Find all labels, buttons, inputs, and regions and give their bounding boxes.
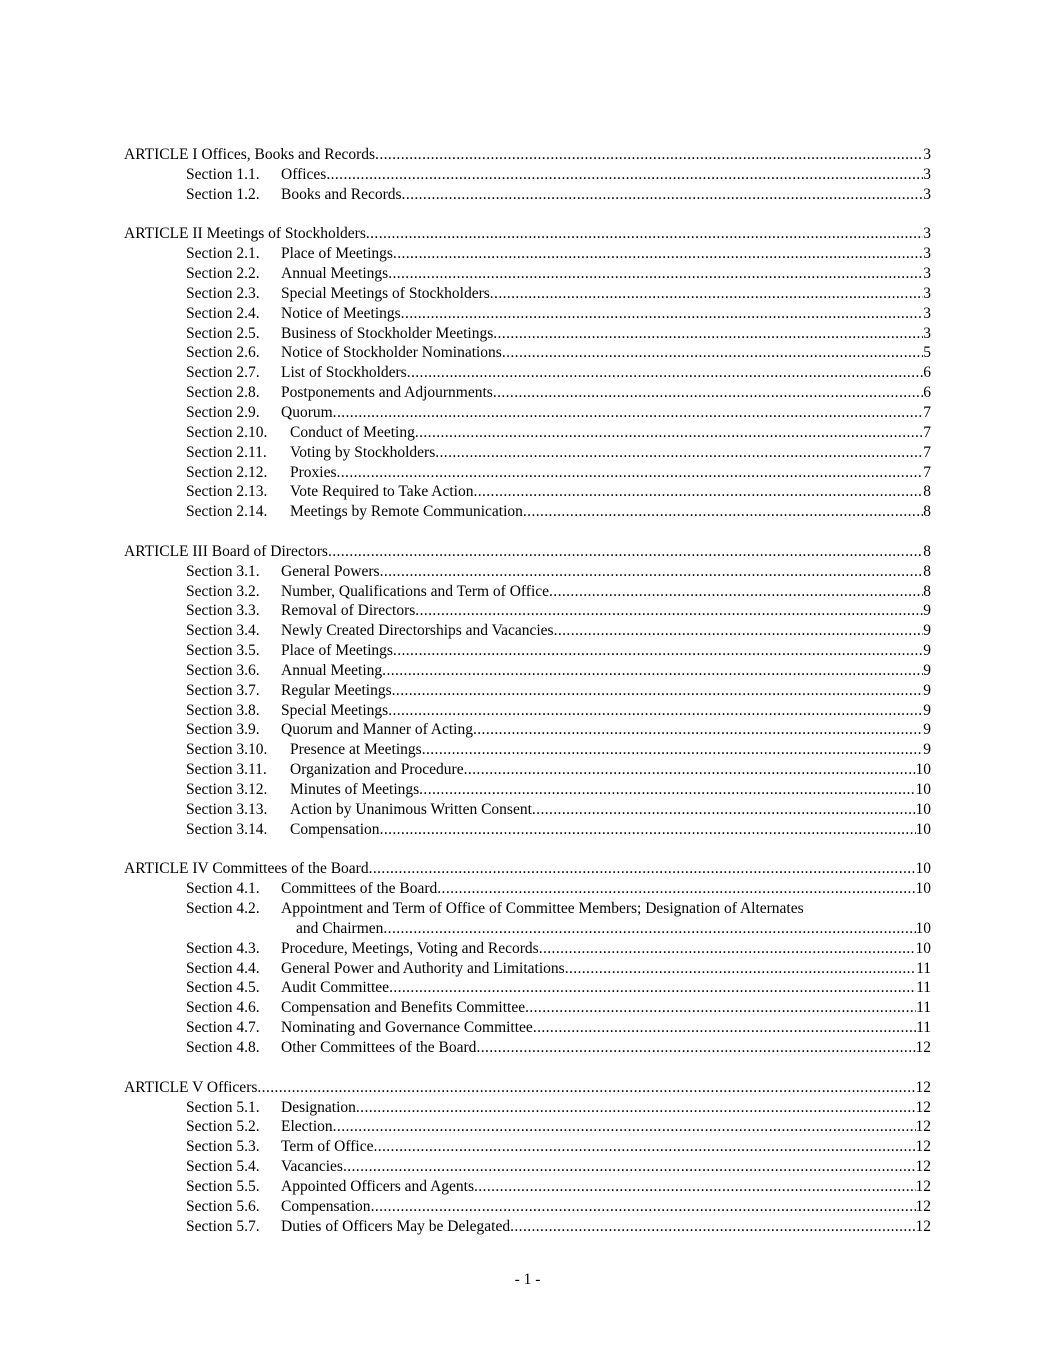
dot-leader [388, 264, 923, 284]
dot-leader [510, 1217, 915, 1237]
toc-section-entry[interactable] [124, 284, 931, 304]
toc-section-entry[interactable] [124, 343, 931, 363]
toc-article-block [124, 224, 931, 522]
section-title: Compensation [290, 820, 380, 838]
section-number: Section 2.11. [186, 443, 267, 461]
section-title: Duties of Officers May be Delegated [281, 1217, 511, 1235]
page-ref: 9 [923, 602, 931, 620]
section-title: Removal of Directors [281, 602, 416, 620]
dot-leader [419, 780, 915, 800]
section-number: Section 2.6. [186, 344, 260, 362]
dot-leader [539, 939, 916, 959]
toc-section-entry[interactable] [124, 601, 931, 621]
section-title: Presence at Meetings [290, 741, 422, 759]
page-ref: 3 [923, 265, 931, 283]
page-ref: 7 [923, 423, 931, 441]
dot-leader [565, 959, 916, 979]
dot-leader [257, 1078, 915, 1098]
dot-leader [388, 701, 923, 721]
toc-section-entry[interactable] [124, 978, 931, 998]
toc-article-entry[interactable] [124, 145, 931, 165]
toc-section-entry[interactable] [124, 959, 931, 979]
toc-section-entry[interactable] [124, 641, 931, 661]
section-number: Section 4.4. [186, 959, 260, 977]
page-ref: 7 [923, 463, 931, 481]
section-number: Section 2.14. [186, 503, 268, 521]
section-title: Committees of the Board [281, 880, 438, 898]
section-number: Section 3.14. [186, 820, 268, 838]
page-ref: 12 [915, 1038, 931, 1056]
dot-leader [343, 1157, 916, 1177]
section-number: Section 3.7. [186, 681, 260, 699]
section-number: Section 4.7. [186, 1019, 260, 1037]
section-title: Business of Stockholder Meetings [281, 324, 494, 342]
dot-leader [328, 542, 923, 562]
toc-section-entry[interactable] [124, 165, 931, 185]
dot-leader [525, 998, 916, 1018]
page-ref: 8 [923, 503, 931, 521]
toc-section-entry[interactable] [124, 820, 931, 840]
toc-section-entry[interactable] [124, 562, 931, 582]
toc-section-entry[interactable] [124, 582, 931, 602]
page-ref: 6 [923, 384, 931, 402]
section-title: Notice of Stockholder Nominations [281, 344, 502, 362]
page-ref: 10 [915, 880, 931, 898]
page-ref: 3 [923, 165, 931, 183]
toc-section-entry[interactable] [124, 720, 931, 740]
section-title: Annual Meeting [281, 661, 383, 679]
page-ref: 10 [915, 761, 931, 779]
page-ref: 3 [923, 245, 931, 263]
toc-section-entry[interactable] [124, 403, 931, 423]
toc-section-entry[interactable] [124, 1117, 931, 1137]
toc-section-entry[interactable] [124, 502, 931, 522]
toc-section-entry[interactable] [124, 423, 931, 443]
section-title: Compensation [281, 1197, 371, 1215]
section-number: Section 2.8. [186, 384, 260, 402]
section-number: Section 2.3. [186, 284, 260, 302]
page-ref: 9 [923, 622, 931, 640]
section-title: Meetings by Remote Communication [290, 503, 523, 521]
section-title: Audit Committee [281, 979, 390, 997]
page-ref: 10 [915, 781, 931, 798]
dot-leader [389, 978, 916, 998]
table-of-contents [124, 145, 931, 1256]
toc-section-entry[interactable] [124, 304, 931, 324]
page-ref: 12 [915, 1217, 931, 1235]
section-number: Section 2.9. [186, 403, 260, 421]
page-ref: 12 [915, 1158, 931, 1176]
page-number-footer: - 1 - [514, 1271, 541, 1288]
article-title: ARTICLE IV Committees of the Board [124, 860, 369, 878]
page-ref: 9 [923, 681, 931, 699]
dot-leader [422, 740, 923, 760]
section-title: Postponements and Adjournments [281, 384, 493, 402]
toc-section-entry[interactable] [124, 1018, 931, 1038]
section-title: Action by Unanimous Written Consent [290, 800, 532, 818]
section-number: Section 2.2. [186, 265, 260, 283]
page-ref: 10 [915, 800, 931, 818]
dot-leader [401, 304, 923, 324]
section-title: Organization and Procedure [290, 761, 464, 779]
section-number: Section 2.4. [186, 304, 260, 322]
section-number: Section 4.3. [186, 939, 260, 957]
toc-section-entry[interactable] [124, 998, 931, 1018]
section-title: List of Stockholders [281, 364, 407, 382]
section-number: Section 2.1. [186, 245, 260, 263]
section-number: Section 2.13. [186, 483, 268, 501]
section-title: Quorum [281, 403, 333, 421]
toc-article-entry[interactable] [124, 542, 931, 562]
article-title: ARTICLE V Officers [124, 1078, 258, 1096]
toc-section-entry[interactable] [124, 463, 931, 483]
toc-section-entry[interactable] [124, 1137, 931, 1157]
article-title: ARTICLE I Offices, Books and Records [124, 146, 376, 163]
section-number: Section 3.11. [186, 761, 267, 779]
toc-article-entry[interactable] [124, 1078, 931, 1098]
toc-section-entry[interactable] [124, 800, 931, 820]
dot-leader [473, 720, 923, 740]
section-title: Conduct of Meeting [290, 423, 415, 441]
toc-section-entry[interactable] [124, 1197, 931, 1217]
section-number: Section 3.13. [186, 800, 268, 818]
section-number: Section 3.4. [186, 622, 260, 640]
page-ref: 11 [916, 1019, 931, 1037]
toc-section-entry[interactable] [124, 482, 931, 502]
toc-section-entry[interactable] [124, 185, 931, 205]
toc-section-entry[interactable] [124, 1157, 931, 1177]
section-number: Section 2.12. [186, 463, 268, 481]
page-ref: 10 [915, 820, 931, 838]
toc-section-entry[interactable] [124, 1217, 931, 1237]
dot-leader [380, 820, 916, 840]
page-ref: 11 [916, 979, 931, 997]
page-ref: 6 [923, 364, 931, 382]
toc-article-entry[interactable] [124, 224, 931, 244]
section-number: Section 2.7. [186, 364, 260, 382]
dot-leader [476, 1038, 915, 1058]
toc-section-entry[interactable] [124, 264, 931, 284]
section-number: Section 3.9. [186, 721, 260, 739]
dot-leader [375, 145, 923, 165]
section-number: Section 5.1. [186, 1098, 260, 1116]
page-ref: 3 [923, 304, 931, 322]
section-title: Election [281, 1118, 333, 1136]
dot-leader [402, 185, 923, 205]
page-ref: 11 [916, 959, 931, 977]
section-title: Appointed Officers and Agents [281, 1177, 474, 1195]
toc-section-continuation[interactable] [124, 919, 931, 939]
dot-leader [356, 1098, 916, 1118]
page-ref: 12 [915, 1177, 931, 1195]
section-title: Appointment and Term of Office of Committee Members; Designation of Alternates [281, 900, 804, 918]
dot-leader [493, 383, 923, 403]
section-title: Place of Meetings [281, 642, 393, 660]
page-ref: 9 [923, 701, 931, 719]
dot-leader [532, 800, 916, 820]
toc-section-entry[interactable] [124, 780, 931, 800]
page-ref: 12 [915, 1197, 931, 1215]
page-ref: 10 [915, 939, 931, 957]
section-title: Vote Required to Take Action [290, 483, 474, 501]
section-title: Procedure, Meetings, Voting and Records [281, 939, 539, 957]
page-ref: 10 [915, 919, 931, 937]
dot-leader [392, 681, 923, 701]
toc-section-entry[interactable] [124, 1098, 931, 1118]
toc-section-entry[interactable] [124, 681, 931, 701]
toc-section-entry[interactable] [124, 324, 931, 344]
toc-section-entry[interactable] [124, 443, 931, 463]
dot-leader [490, 284, 923, 304]
section-title: General Power and Authority and Limitations [281, 959, 565, 977]
section-number: Section 5.2. [186, 1118, 260, 1136]
page-ref: 7 [923, 443, 931, 461]
section-number: Section 4.6. [186, 999, 260, 1017]
section-title: Other Committees of the Board [281, 1038, 477, 1056]
page-ref: 9 [923, 741, 931, 759]
section-number: Section 5.5. [186, 1177, 260, 1195]
toc-section-entry[interactable] [124, 740, 931, 760]
dot-leader [502, 343, 923, 363]
section-title: Books and Records [281, 185, 402, 203]
section-title: Annual Meetings [281, 265, 389, 283]
dot-leader [393, 244, 923, 264]
section-title: Regular Meetings [281, 681, 392, 699]
section-number: Section 4.2. [186, 900, 260, 918]
page-ref: 9 [923, 721, 931, 739]
dot-leader [415, 601, 923, 621]
section-number: Section 5.7. [186, 1217, 260, 1235]
toc-section-entry[interactable] [124, 899, 931, 919]
dot-leader [533, 1018, 916, 1038]
toc-article-block [124, 145, 931, 205]
page-ref: 8 [923, 542, 931, 560]
toc-article-entry[interactable] [124, 859, 931, 879]
dot-leader [554, 621, 923, 641]
toc-section-entry[interactable] [124, 244, 931, 264]
page-ref: 5 [923, 344, 931, 362]
dot-leader [435, 443, 923, 463]
toc-section-entry[interactable] [124, 701, 931, 721]
section-title: Place of Meetings [281, 245, 393, 263]
dot-leader [474, 1177, 916, 1197]
toc-section-entry[interactable] [124, 383, 931, 403]
toc-section-entry[interactable] [124, 760, 931, 780]
section-number: Section 4.1. [186, 880, 260, 898]
toc-article-block [124, 1078, 931, 1237]
section-number: Section 3.10. [186, 741, 268, 759]
page-ref: 11 [916, 999, 931, 1017]
dot-leader [369, 859, 916, 879]
article-title: ARTICLE III Board of Directors [124, 542, 328, 560]
section-title: Number, Qualifications and Term of Office [281, 582, 550, 600]
dot-leader [382, 661, 923, 681]
page-ref: 3 [923, 284, 931, 302]
dot-leader [371, 1197, 916, 1217]
section-title: Minutes of Meetings [290, 781, 420, 798]
section-number: Section 3.6. [186, 661, 260, 679]
page-ref: 9 [923, 661, 931, 679]
section-number: Section 4.8. [186, 1038, 260, 1056]
section-number: Section 3.3. [186, 602, 260, 620]
section-title: Term of Office [281, 1138, 374, 1156]
section-title: Vacancies [281, 1158, 343, 1176]
dot-leader [373, 1137, 915, 1157]
section-number: Section 1.1. [186, 165, 260, 183]
toc-section-entry[interactable] [124, 363, 931, 383]
dot-leader [493, 324, 923, 344]
article-title: ARTICLE II Meetings of Stockholders [124, 225, 366, 243]
section-number: Section 3.2. [186, 582, 260, 600]
section-title: Compensation and Benefits Committee [281, 999, 526, 1017]
dot-leader [523, 502, 923, 522]
section-number: Section 1.2. [186, 185, 260, 203]
page-ref: 12 [915, 1098, 931, 1116]
page-ref: 12 [915, 1118, 931, 1136]
dot-leader [333, 403, 923, 423]
page-ref: 3 [923, 185, 931, 203]
page-ref: 3 [923, 324, 931, 342]
section-title-continuation: and Chairmen [296, 919, 384, 937]
section-number: Section 2.10. [186, 423, 268, 441]
dot-leader [337, 463, 924, 483]
dot-leader [549, 582, 923, 602]
dot-leader [366, 224, 923, 244]
dot-leader [464, 760, 916, 780]
section-number: Section 2.5. [186, 324, 260, 342]
section-number: Section 3.1. [186, 562, 260, 580]
toc-section-entry[interactable] [124, 621, 931, 641]
toc-section-entry[interactable] [124, 1038, 931, 1058]
section-title: Proxies [290, 463, 337, 481]
section-title: Special Meetings of Stockholders [281, 284, 490, 302]
page-ref: 8 [923, 582, 931, 600]
section-title: Special Meetings [281, 701, 389, 719]
section-number: Section 3.5. [186, 642, 260, 660]
dot-leader [333, 1117, 916, 1137]
page-ref: 12 [915, 1078, 931, 1096]
section-title: Offices [281, 165, 327, 183]
toc-section-entry[interactable] [124, 879, 931, 899]
toc-section-entry[interactable] [124, 1177, 931, 1197]
dot-leader [407, 363, 923, 383]
page-ref: 7 [923, 403, 931, 421]
section-title: Designation [281, 1098, 356, 1116]
section-title: Voting by Stockholders [290, 443, 436, 461]
section-number: Section 5.3. [186, 1138, 260, 1156]
section-number: Section 4.5. [186, 979, 260, 997]
section-number: Section 5.4. [186, 1158, 260, 1176]
section-number: Section 3.12. [186, 781, 268, 798]
section-title: Nominating and Governance Committee [281, 1019, 533, 1037]
dot-leader [437, 879, 915, 899]
page-ref: 8 [923, 562, 931, 580]
dot-leader [380, 562, 923, 582]
dot-leader [383, 919, 915, 939]
dot-leader [393, 641, 923, 661]
toc-section-entry[interactable] [124, 661, 931, 681]
page-ref: 12 [915, 1138, 931, 1156]
section-title: Quorum and Manner of Acting [281, 721, 473, 739]
dot-leader [473, 482, 923, 502]
toc-article-block [124, 542, 931, 840]
toc-article-block [124, 859, 931, 1057]
page-ref: 8 [923, 483, 931, 501]
dot-leader [326, 165, 923, 185]
dot-leader [415, 423, 923, 443]
section-number: Section 5.6. [186, 1197, 260, 1215]
section-number: Section 3.8. [186, 701, 260, 719]
page-ref: 3 [923, 225, 931, 243]
page-ref: 9 [923, 642, 931, 660]
section-title: General Powers [281, 562, 380, 580]
section-title: Notice of Meetings [281, 304, 401, 322]
page-ref: 10 [915, 860, 931, 878]
section-title: Newly Created Directorships and Vacancies [281, 622, 554, 640]
page-ref: 3 [923, 146, 931, 163]
toc-section-entry[interactable] [124, 939, 931, 959]
